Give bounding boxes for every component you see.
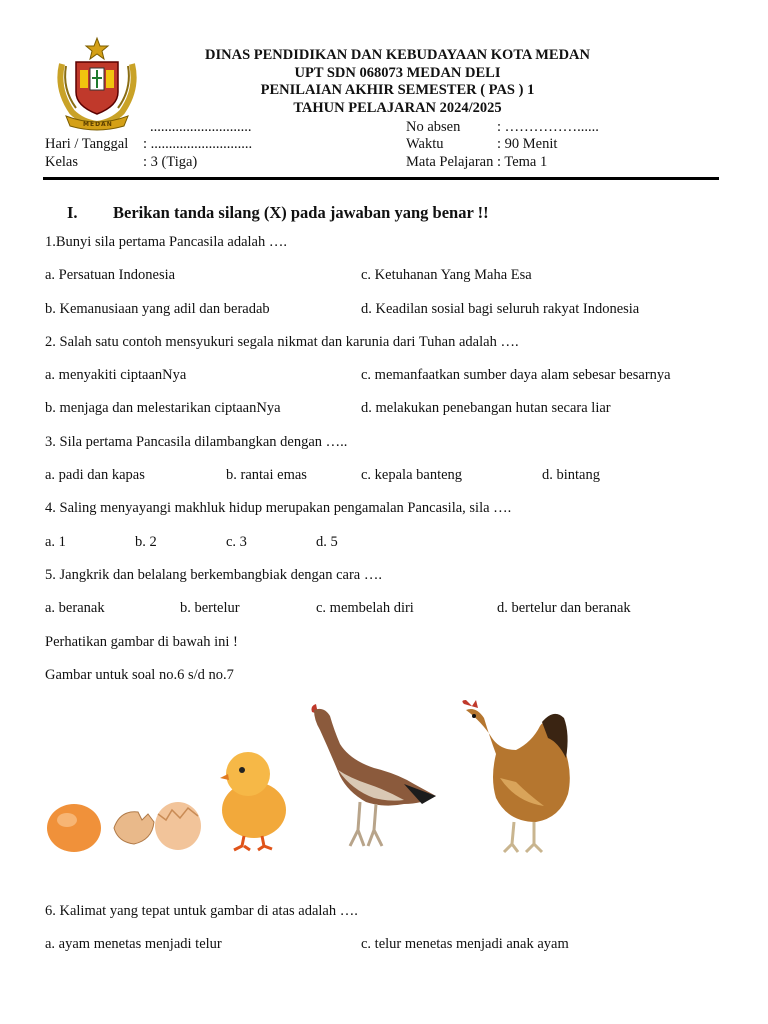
question-text: 2. Salah satu contoh mensyukuri segala nikmat dan karunia dari Tuhan adalah ….: [45, 334, 519, 350]
option-d[interactable]: d. 5: [316, 534, 338, 550]
instruction-note: Perhatikan gambar di bawah ini !: [45, 634, 238, 650]
class-value: : 3 (Tiga): [143, 154, 198, 170]
option-c[interactable]: c. membelah diri: [316, 600, 414, 616]
option-d[interactable]: d. melakukan penebangan hutan secara liar: [361, 400, 611, 416]
option-a[interactable]: a. beranak: [45, 600, 105, 616]
chick-image: [212, 746, 292, 859]
name-field[interactable]: ............................: [150, 119, 252, 135]
rooster-image: [304, 700, 444, 857]
option-c[interactable]: c. telur menetas menjadi anak ayam: [361, 936, 569, 952]
option-c[interactable]: c. memanfaatkan sumber daya alam sebesar besarnya: [361, 367, 671, 383]
section-number: I.: [67, 203, 78, 222]
image-caption: Gambar untuk soal no.6 s/d no.7: [45, 667, 234, 683]
time-label: Waktu: [406, 136, 444, 152]
option-b[interactable]: b. Kemanusiaan yang adil dan beradab: [45, 301, 270, 317]
option-d[interactable]: d. bertelur dan beranak: [497, 600, 631, 616]
option-b[interactable]: b. menjaga dan melestarikan ciptaanNya: [45, 400, 281, 416]
subject-label: Mata Pelajaran : Tema 1: [406, 154, 548, 170]
header-school: UPT SDN 068073 MEDAN DELI: [294, 65, 501, 81]
option-a[interactable]: a. padi dan kapas: [45, 467, 145, 483]
option-a[interactable]: a. 1: [45, 534, 66, 550]
question-text: 6. Kalimat yang tepat untuk gambar di atas adalah ….: [45, 903, 358, 919]
option-c[interactable]: c. kepala banteng: [361, 467, 463, 483]
question-text: 3. Sila pertama Pancasila dilambangkan dengan …..: [45, 434, 348, 450]
option-c[interactable]: c. 3: [226, 534, 247, 550]
option-b[interactable]: b. rantai emas: [226, 467, 307, 483]
option-d[interactable]: d. bintang: [542, 467, 600, 483]
option-b[interactable]: b. bertelur: [180, 600, 240, 616]
school-emblem-logo: [52, 34, 142, 132]
header-agency: DINAS PENDIDIKAN DAN KEBUDAYAAN KOTA MEDAN: [205, 47, 590, 63]
time-value: : 90 Menit: [497, 136, 558, 152]
option-a[interactable]: a. Persatuan Indonesia: [45, 267, 176, 283]
logo-caption: MEDAN: [83, 121, 113, 128]
date-label: Hari / Tanggal: [45, 136, 129, 152]
option-c[interactable]: c. Ketuhanan Yang Maha Esa: [361, 267, 532, 283]
question-text: 1.Bunyi sila pertama Pancasila adalah ….: [45, 234, 287, 250]
hatched-eggshell-image: [112, 800, 204, 857]
date-field[interactable]: : ............................: [143, 136, 253, 152]
absen-field[interactable]: : ……………......: [497, 119, 599, 135]
class-label: Kelas: [45, 154, 79, 170]
option-b[interactable]: b. 2: [135, 534, 157, 550]
question-text: 4. Saling menyayangi makhluk hidup merupakan pengamalan Pancasila, sila ….: [45, 500, 512, 516]
option-a[interactable]: a. ayam menetas menjadi telur: [45, 936, 222, 952]
absen-label: No absen: [406, 119, 461, 135]
header-divider: [43, 177, 719, 180]
egg-image: [45, 800, 103, 859]
section-title: Berikan tanda silang (X) pada jawaban yang benar !!: [113, 203, 489, 222]
hen-image: [456, 698, 576, 861]
option-a[interactable]: a. menyakiti ciptaanNya: [45, 367, 187, 383]
header-year: TAHUN PELAJARAN 2024/2025: [293, 100, 502, 116]
header-exam: PENILAIAN AKHIR SEMESTER ( PAS ) 1: [260, 82, 535, 98]
question-text: 5. Jangkrik dan belalang berkembangbiak dengan cara ….: [45, 567, 382, 583]
option-d[interactable]: d. Keadilan sosial bagi seluruh rakyat Indonesia: [361, 301, 640, 317]
